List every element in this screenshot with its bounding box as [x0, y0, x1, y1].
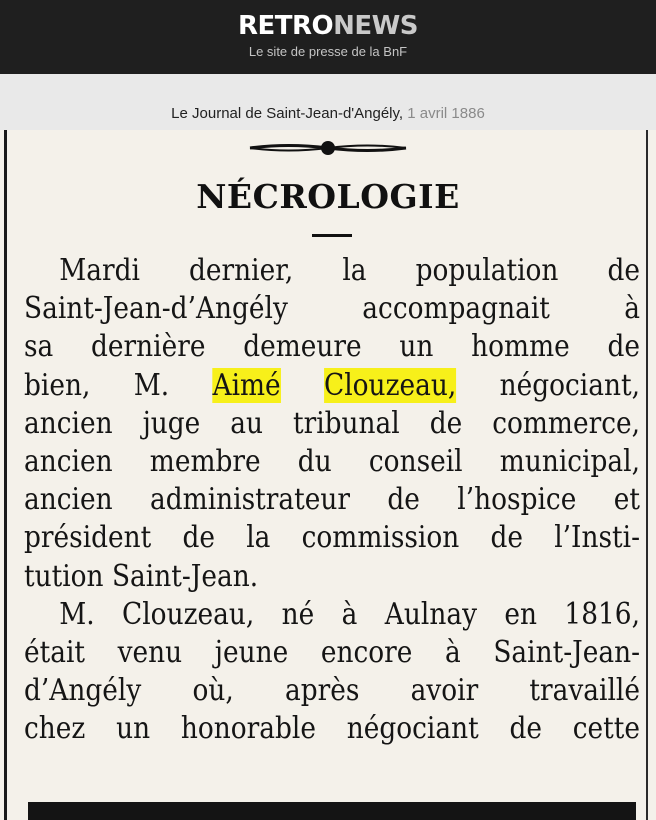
journal-title: Le Journal de Saint-Jean-d'Angély, [171, 105, 404, 122]
article-line: ancien juge au tribunal de commerce, [24, 405, 640, 441]
article-line [24, 367, 640, 405]
article-line: chez un honorable négociant de cette [24, 711, 640, 747]
article-line: était venu jeune encore à Saint-Jean- [24, 634, 640, 670]
column-rule-left [4, 130, 7, 820]
article-text: bien, M. [24, 367, 170, 403]
heading-rule [312, 234, 352, 237]
article-line: ancien membre du conseil municipal, [24, 443, 640, 479]
site-header [0, 0, 656, 74]
citation-bar [0, 74, 656, 130]
highlighted-surname: Clouzeau, [324, 367, 457, 403]
ornament-divider-icon [248, 137, 408, 159]
article-heading: NÉCROLOGIE [196, 177, 460, 216]
site-tagline: Le site de presse de la BnF [248, 44, 408, 59]
publication-date: 1 avril 1886 [407, 105, 485, 122]
column-rule-right [646, 130, 648, 820]
citation [0, 105, 656, 123]
article-line: sa dernière demeure un homme de [24, 329, 640, 365]
logo-news: NEWS [333, 11, 419, 41]
article-line: d’Angély où, après avoir travaillé [24, 673, 640, 709]
article-line: tution Saint-Jean. [24, 558, 259, 594]
retronews-logo[interactable] [0, 11, 656, 41]
newspaper-scan [0, 130, 656, 820]
article-line: ancien administrateur de l’hospice et [24, 482, 640, 518]
article-line: président de la commission de l’Insti- [24, 520, 640, 556]
article-line: Saint-Jean-d’Angély accompagnait à [24, 291, 640, 327]
article-body [24, 252, 640, 748]
column-bottom-rule [28, 802, 636, 820]
logo-retro: RETRO [237, 11, 334, 41]
article-text: négociant, [499, 367, 640, 403]
highlighted-first-name: Aimé [212, 367, 281, 403]
article-line: Mardi dernier, la population de [59, 253, 640, 288]
article-line: M. Clouzeau, né à Aulnay en 1816, [59, 596, 640, 632]
